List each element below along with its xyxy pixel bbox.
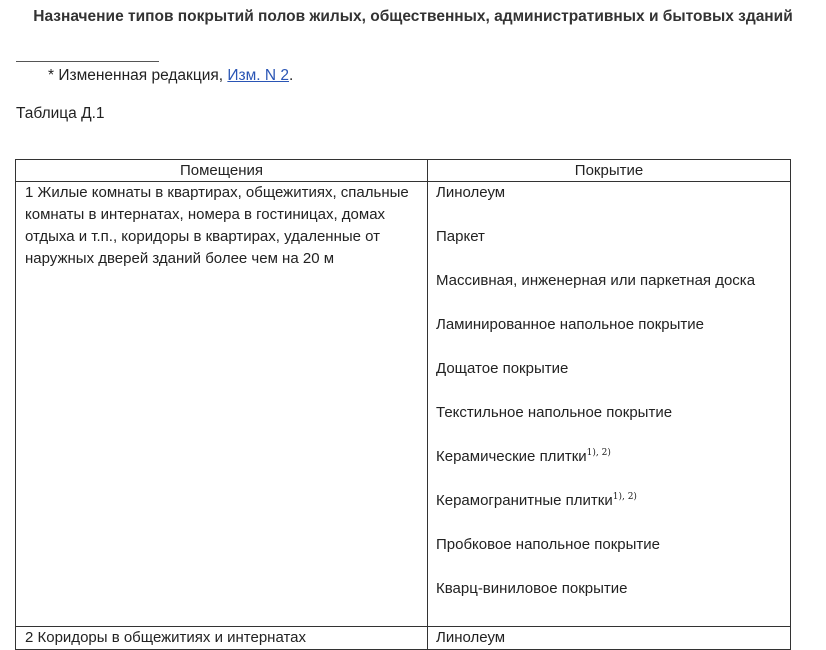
footnote-suffix: . xyxy=(289,67,294,84)
footnote-ref: 1), 2) xyxy=(612,492,637,502)
floor-coverings-table xyxy=(15,159,791,650)
covering-item xyxy=(436,314,784,336)
covering-cell xyxy=(428,627,791,650)
covering-text: Кварц-виниловое покрытие xyxy=(436,580,628,597)
footnote-prefix: * Измененная редакция, xyxy=(48,67,228,84)
amendment-link[interactable]: Изм. N 2 xyxy=(227,67,290,84)
covering-text: Керамические плитки xyxy=(436,448,587,465)
footnote-ref: 1), 2) xyxy=(586,448,611,458)
covering-text: Линолеум xyxy=(436,184,506,201)
covering-item xyxy=(436,226,784,248)
covering-item xyxy=(436,534,784,556)
covering-item xyxy=(436,182,784,204)
footnote-divider xyxy=(16,61,159,62)
covering-item xyxy=(436,270,784,292)
covering-item xyxy=(436,490,784,512)
covering-cell xyxy=(428,182,791,627)
page-heading: Назначение типов покрытий полов жилых, общественных, административных и бытовых зданий xyxy=(33,8,793,25)
covering-text: Дощатое покрытие xyxy=(436,360,569,377)
covering-text: Пробковое напольное покрытие xyxy=(436,536,660,553)
covering-text: Керамогранитные плитки xyxy=(436,492,613,509)
covering-text: Линолеум xyxy=(436,629,506,646)
covering-text: Паркет xyxy=(436,228,485,245)
header-covering: Покрытие xyxy=(428,160,791,182)
table-caption: Таблица Д.1 xyxy=(16,105,105,122)
covering-item xyxy=(436,578,784,600)
covering-text: Ламинированное напольное покрытие xyxy=(436,316,704,333)
covering-item xyxy=(436,446,784,468)
table-header-row xyxy=(16,160,791,182)
covering-item xyxy=(436,402,784,424)
table-row xyxy=(16,182,791,627)
covering-text: Текстильное напольное покрытие xyxy=(436,404,673,421)
table-row xyxy=(16,627,791,650)
room-cell: 2 Коридоры в общежитиях и интернатах xyxy=(16,627,428,650)
room-cell: 1 Жилые комнаты в квартирах, общежитиях, спальные комнаты в интернатах, номера в гостиницах, домах отдыха и т.п., коридоры в квартирах, удаленные от наружных дверей зданий более чем на 20 м xyxy=(16,182,428,627)
covering-text: Массивная, инженерная или паркетная доска xyxy=(436,272,756,289)
footnote xyxy=(48,67,293,85)
covering-item xyxy=(436,358,784,380)
header-rooms: Помещения xyxy=(16,160,428,182)
